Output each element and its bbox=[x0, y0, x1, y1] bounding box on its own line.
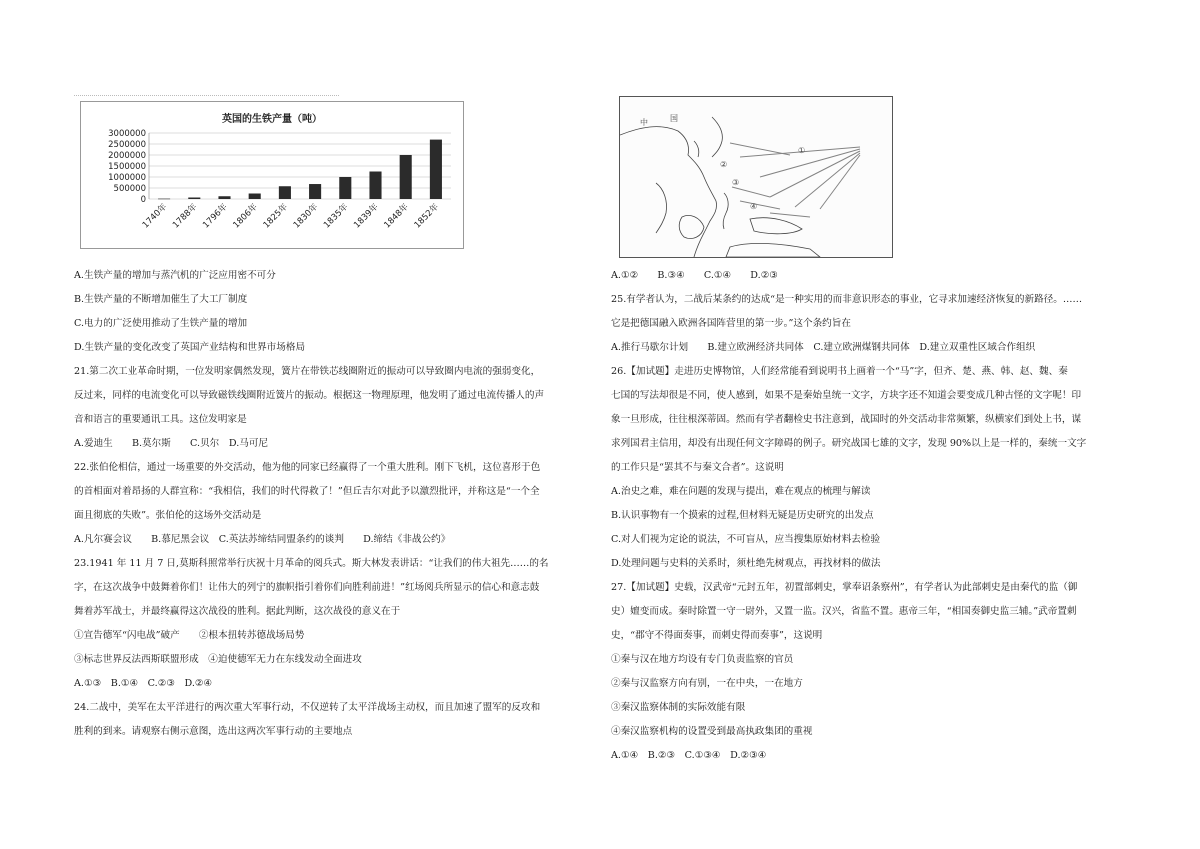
chart-y-tick-label: 2000000 bbox=[108, 151, 146, 161]
chart-canvas bbox=[81, 102, 463, 248]
left-text-line: A.生铁产量的增加与蒸汽机的广泛应用密不可分 bbox=[74, 270, 276, 281]
right-text-line: 象一旦形成，往往根深蒂固。然而有学者翻检史书注意到，战国时的外交活动非常频繁，纵横家们到处上书，谋 bbox=[611, 414, 1082, 425]
chart-x-tick-label: 1806年 bbox=[231, 202, 260, 231]
chart-bar bbox=[158, 199, 170, 200]
chart-x-tick-label: 1825年 bbox=[261, 202, 291, 231]
chart-x-tick-label: 1848年 bbox=[382, 202, 411, 231]
left-text-line: C.电力的广泛使用推动了生铁产量的增加 bbox=[74, 318, 248, 329]
left-text-line: 字，在这次战争中鼓舞着你们！让伟大的列宁的旗帜指引着你们向胜利前进！”红场阅兵所显示的信心和意志鼓 bbox=[74, 582, 540, 593]
chart-title: 英国的生铁产量（吨） bbox=[222, 114, 322, 125]
map-marker-2: ② bbox=[720, 160, 728, 169]
map-coastline-asia bbox=[620, 127, 717, 257]
right-text-line: 求列国君主信用，却没有出现任何文字障碍的例子。研究战国七雄的文字，发现 90%以上是一样的，秦统一文字 bbox=[611, 438, 1087, 449]
chart-y-tick-label: 1000000 bbox=[108, 173, 146, 183]
left-text-line: A.凡尔赛会议 B.慕尼黑会议 C.英法苏缔结同盟条约的谈判 D.缔结《非战公约》 bbox=[74, 534, 451, 545]
right-text-line: B.认识事物有一个摸索的过程,但材料无疑是历史研究的出发点 bbox=[611, 510, 874, 521]
left-text-line: 23.1941 年 11 月 7 日,莫斯科照常举行庆祝十月革命的阅兵式。斯大林发表讲话：“让我们的伟大祖先……的名 bbox=[74, 558, 549, 569]
map-arrow bbox=[730, 143, 790, 155]
left-text-line: B.生铁产量的不断增加催生了大工厂制度 bbox=[74, 294, 248, 305]
right-text-line: 它是把德国融入欧洲各国阵营里的第一步。”这个条约旨在 bbox=[611, 318, 851, 329]
map-coastline-australia bbox=[726, 243, 820, 257]
map-coastline-philippines bbox=[723, 193, 728, 229]
left-text-line: ③标志世界反法西斯联盟形成 ④迫使德军无力在东线发动全面进攻 bbox=[74, 654, 362, 665]
left-text-line: 胜利的到来。请观察右侧示意图，选出这两次军事行动的主要地点 bbox=[74, 726, 353, 737]
chart-y-tick-label: 2500000 bbox=[108, 140, 146, 150]
right-text-line: A.①④ B.②③ C.①③④ D.②③④ bbox=[611, 750, 767, 761]
chart-bar bbox=[218, 196, 230, 199]
map-arrow bbox=[732, 187, 770, 197]
chart-y-tick-label: 3000000 bbox=[108, 129, 146, 139]
chart-x-tick-label: 1740年 bbox=[140, 202, 170, 231]
chart-x-tick-label: 1839年 bbox=[352, 202, 381, 231]
chart-y-tick-label: 1500000 bbox=[108, 162, 146, 172]
chart-bar bbox=[430, 140, 442, 199]
left-text-line: A.①③ B.①④ C.②③ D.②④ bbox=[74, 678, 213, 689]
map-label-china: 中 bbox=[640, 118, 648, 127]
chart-bar bbox=[339, 177, 351, 199]
map-canvas bbox=[620, 97, 892, 257]
right-text-line: 26.【加试题】走进历史博物馆，人们经常能看到说明书上画着一个“马”字，但齐、楚、燕、韩、赵、魏、秦 bbox=[611, 366, 1068, 377]
pig-iron-chart bbox=[80, 101, 464, 249]
right-text-line: ④秦汉监察机构的设置受到最高执政集团的重视 bbox=[611, 726, 813, 737]
chart-bar bbox=[188, 198, 200, 199]
pacific-map bbox=[619, 96, 893, 258]
map-coastline-japan bbox=[712, 117, 722, 157]
map-marker-3: ③ bbox=[732, 178, 740, 187]
map-coastline-indochina bbox=[656, 183, 667, 233]
left-text-line: 22.张伯伦相信，通过一场重要的外交活动，他为他的同家已经赢得了一个重大胜利。刚下飞机，这位喜形于色 bbox=[74, 462, 541, 473]
chart-x-tick-label: 1796年 bbox=[201, 202, 230, 231]
top-dotted-rule bbox=[74, 95, 339, 96]
map-arrow bbox=[820, 155, 860, 209]
left-text-line: 反过来，同样的电流变化可以导致磁铁线圈附近簧片的振动。根据这一物理原理，他发明了通过电流传播人的声 bbox=[74, 390, 545, 401]
left-text-line: D.生铁产量的变化改变了英国产业结构和世界市场格局 bbox=[74, 342, 306, 353]
map-arrow bbox=[760, 149, 860, 177]
right-text-line: A.推行马歇尔计划 B.建立欧洲经济共同体 C.建立欧洲煤钢共同体 D.建立双重性区域合作组织 bbox=[611, 342, 1036, 353]
chart-x-tick-label: 1835年 bbox=[322, 202, 351, 231]
left-text-line: 面且彻底的失败”。张伯伦的这场外交活动是 bbox=[74, 510, 262, 521]
chart-bar bbox=[400, 155, 412, 199]
left-text-line: 21.第二次工业革命时期，一位发明家偶然发现，簧片在带铁芯线圈附近的振动可以导致圈内电流的强弱变化， bbox=[74, 366, 541, 377]
chart-x-tick-label: 1852年 bbox=[412, 202, 442, 231]
map-coastline-newguinea bbox=[750, 218, 802, 234]
left-text-line: 舞着苏军战士，并最终赢得这次战役的胜利。据此判断，这次战役的意义在于 bbox=[74, 606, 401, 617]
right-text-line: 25.有学者认为，二战后某条约的达成“是一种实用的而非意识形态的事业，它寻求加速经济恢复的新路径。…… bbox=[611, 294, 1083, 305]
chart-bar bbox=[369, 172, 381, 200]
chart-x-tick-label: 1830年 bbox=[291, 202, 321, 231]
map-coastline-borneo bbox=[679, 215, 704, 238]
left-text-line: 的首相面对着昂扬的人群宣称：“我相信，我们的时代得救了！”但丘吉尔对此予以激烈批评，并称这是“一个全 bbox=[74, 486, 540, 497]
map-marker-4: ④ bbox=[750, 202, 758, 211]
left-text-line: ①宣告德军“闪电战”破产 ②根本扭转苏德战场局势 bbox=[74, 630, 305, 641]
chart-y-tick-label: 0 bbox=[140, 195, 146, 205]
chart-bar bbox=[279, 186, 291, 199]
right-text-line: 的工作只是“罢其不与秦文合者”。这说明 bbox=[611, 462, 784, 473]
right-text-line: A.①② B.③④ C.①④ D.②③ bbox=[611, 270, 778, 281]
chart-bar bbox=[249, 194, 261, 200]
right-text-line: 27.【加试题】史载，汉武帝“元封五年，初置部刺史，掌奉诏条察州”，有学者认为此部刺史是由秦代的监（御 bbox=[611, 582, 1078, 593]
right-text-line: 七国的写法却很是不同，使人感到，如果不是秦始皇统一文字，方块字还不知道会要变成几种古怪的文字呢！印 bbox=[611, 390, 1082, 401]
right-text-line: C.对人们视为定论的说法，不可盲从，应当搜集原始材料去检验 bbox=[611, 534, 881, 545]
left-text-line: 24.二战中，美军在太平洋进行的两次重大军事行动，不仅逆转了太平洋战场主动权，而且加速了盟军的反攻和 bbox=[74, 702, 541, 713]
right-text-line: D.处理问题与史料的关系时，须杜绝先树观点，再找材料的做法 bbox=[611, 558, 881, 569]
chart-x-tick-label: 1788年 bbox=[171, 202, 200, 231]
right-text-line: A.治史之难，难在问题的发现与提出，难在观点的梳理与解读 bbox=[611, 486, 871, 497]
right-text-line: 史）嬗变而成。秦时除置一守一尉外，又置一监。汉兴，省监不置。惠帝三年，“相国奏御史监三辅。”武帝置刺 bbox=[611, 606, 1077, 617]
right-text-line: ①秦与汉在地方均设有专门负责监察的官员 bbox=[611, 654, 794, 665]
right-text-line: ③秦汉监察体制的实际效能有限 bbox=[611, 702, 746, 713]
map-arrow bbox=[770, 213, 810, 217]
chart-bar bbox=[309, 184, 321, 199]
map-arrow bbox=[740, 201, 780, 209]
chart-y-tick-label: 500000 bbox=[113, 184, 146, 194]
right-text-line: ②秦与汉监察方向有别，一在中央，一在地方 bbox=[611, 678, 803, 689]
map-label-country: 国 bbox=[670, 114, 678, 123]
right-text-line: 史，“郡守不得面奏事，而刺史得而奏事”，这说明 bbox=[611, 630, 823, 641]
map-coastline-korea bbox=[694, 141, 699, 157]
left-text-line: A.爱迪生 B.莫尔斯 C.贝尔 D.马可尼 bbox=[74, 438, 269, 449]
map-marker-1: ① bbox=[798, 146, 806, 155]
left-text-line: 音和语言的重要通讯工具。这位发明家是 bbox=[74, 414, 247, 425]
